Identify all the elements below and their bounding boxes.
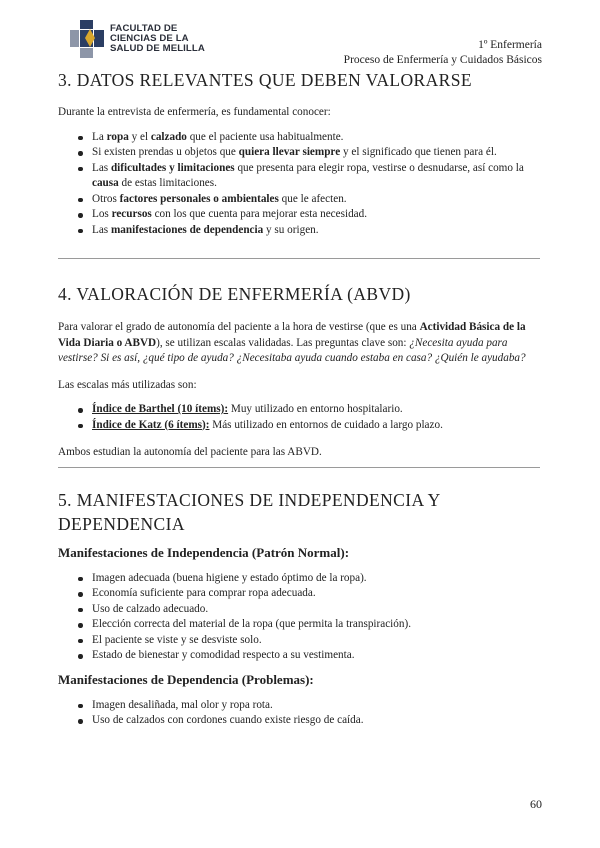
section-4-paragraph: Para valorar el grado de autonomía del paciente a la hora de vestirse (que es una Actividad Básica de la Vida Diaria o ABVD), se utilizan escalas validadas. Las preguntas clave son: ¿Necesita ayuda para vestirse? Si es así, ¿qué tipo de ayuda? ¿Necesitaba ayuda cuando estaba en casa? ¿Quién le ayudaba?: [58, 321, 526, 364]
section-divider: [58, 258, 540, 259]
list-item: Si existen prendas u objetos que quiera llevar siempre y el significado que tienen para él.: [92, 145, 542, 161]
list-item: Índice de Katz (6 ítems): Más utilizado en entornos de cuidado a largo plazo.: [92, 418, 542, 434]
section-divider: [58, 467, 540, 468]
list-item: Otros factores personales o ambientales que le afecten.: [92, 192, 542, 208]
page-header: [344, 38, 542, 68]
list-item: Las manifestaciones de dependencia y su origen.: [92, 223, 542, 239]
dependence-subtitle: Manifestaciones de Dependencia (Problemas):: [58, 671, 314, 687]
list-item: El paciente se viste y se desviste solo.: [92, 633, 542, 649]
section-3-list: [58, 130, 542, 239]
list-item: Imagen desaliñada, mal olor y ropa rota.: [92, 698, 542, 714]
course-label: 1º Enfermería: [478, 39, 542, 51]
independence-list: [58, 571, 542, 664]
scales-list: [58, 402, 542, 433]
list-item: Elección correcta del material de la ropa (que permita la transpiración).: [92, 617, 542, 633]
scales-intro: Las escalas más utilizadas son:: [58, 378, 197, 391]
page-number: 60: [530, 797, 542, 811]
list-item: Estado de bienestar y comodidad respecto a su vestimenta.: [92, 648, 542, 664]
faculty-logo: [70, 20, 205, 58]
subject-label: Proceso de Enfermería y Cuidados Básicos: [343, 54, 542, 66]
list-item: La ropa y el calzado que el paciente usa habitualmente.: [92, 130, 542, 146]
list-item: Uso de calzados con cordones cuando existe riesgo de caída.: [92, 713, 542, 729]
section-5-title: 5. MANIFESTACIONES DE INDEPENDENCIA Y DEPENDENCIA: [58, 489, 441, 534]
list-item: Uso de calzado adecuado.: [92, 602, 542, 618]
section-4-title: 4. VALORACIÓN DE ENFERMERÍA (ABVD): [58, 284, 411, 304]
list-item: Economía suficiente para comprar ropa adecuada.: [92, 586, 542, 602]
list-item: Los recursos con los que cuenta para mejorar esta necesidad.: [92, 207, 542, 223]
section-3-intro: Durante la entrevista de enfermería, es fundamental conocer:: [58, 106, 331, 118]
scales-note: Ambos estudian la autonomía del paciente para las ABVD.: [58, 446, 322, 458]
dependence-list: [58, 698, 542, 729]
independence-subtitle: Manifestaciones de Independencia (Patrón Normal):: [58, 544, 350, 560]
list-item: Índice de Barthel (10 ítems): Muy utilizado en entorno hospitalario.: [92, 402, 542, 418]
faculty-cross-icon: [70, 20, 104, 58]
list-item: Imagen adecuada (buena higiene y estado óptimo de la ropa).: [92, 571, 542, 587]
faculty-name: FACULTAD DE CIENCIAS DE LA SALUD DE MELILLA: [110, 23, 205, 54]
section-3-title: 3. DATOS RELEVANTES QUE DEBEN VALORARSE: [58, 70, 472, 90]
page-body: [58, 68, 542, 729]
list-item: Las dificultades y limitaciones que presenta para elegir ropa, vestirse o desnudarse, así como la causa de estas limitaciones.: [92, 161, 542, 192]
